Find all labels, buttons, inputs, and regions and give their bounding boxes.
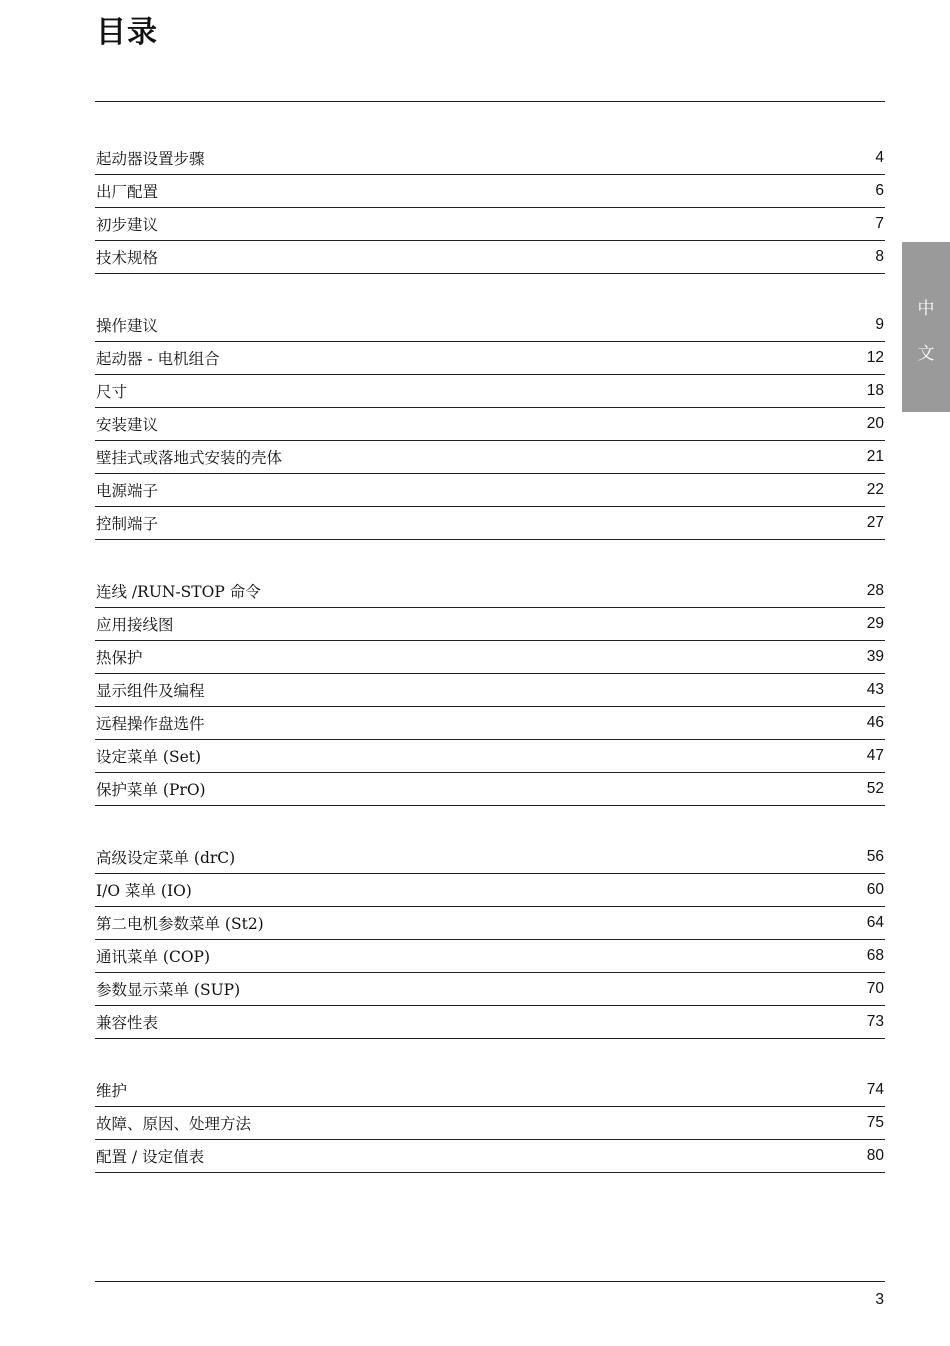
toc-entry-page: 68: [866, 947, 884, 964]
toc-group: [95, 1074, 885, 1173]
toc-entry[interactable]: [95, 375, 885, 408]
toc-entry[interactable]: [95, 1140, 885, 1173]
toc-entry-title: 高级设定菜单 (drC): [96, 849, 236, 867]
toc-entry[interactable]: [95, 575, 885, 608]
footer-rule: [95, 1281, 885, 1282]
toc-entry-title: 连线 /RUN-STOP 命令: [96, 583, 261, 601]
toc-entry-page: 75: [866, 1114, 884, 1131]
toc-entry[interactable]: [95, 408, 885, 441]
table-of-contents: [95, 142, 885, 1173]
toc-entry-page: 60: [866, 881, 884, 898]
toc-entry-page: 6: [875, 182, 884, 199]
language-tab: [902, 242, 950, 412]
toc-entry-page: 7: [875, 215, 884, 232]
toc-entry[interactable]: [95, 142, 885, 175]
toc-entry-title: 配置 / 设定值表: [96, 1148, 205, 1166]
toc-entry-title: 安装建议: [96, 416, 159, 434]
toc-entry[interactable]: [95, 973, 885, 1006]
toc-entry[interactable]: [95, 175, 885, 208]
language-tab-char-wen: 文: [917, 344, 935, 364]
toc-group: [95, 575, 885, 806]
toc-entry-title: 保护菜单 (PrO): [96, 781, 206, 799]
toc-entry-page: 28: [866, 582, 884, 599]
toc-entry-title: 起动器 - 电机组合: [96, 350, 220, 368]
toc-entry[interactable]: [95, 1006, 885, 1039]
toc-entry-page: 27: [866, 514, 884, 531]
toc-entry-page: 64: [866, 914, 884, 931]
toc-entry-title: 技术规格: [96, 249, 159, 267]
toc-entry-title: 远程操作盘选件: [96, 715, 205, 733]
toc-entry-title: 壁挂式或落地式安装的壳体: [96, 449, 283, 467]
toc-entry-title: 故障、原因、处理方法: [96, 1115, 252, 1133]
toc-entry-page: 29: [866, 615, 884, 632]
toc-entry-page: 12: [866, 349, 884, 366]
toc-entry-title: 通讯菜单 (COP): [96, 948, 211, 966]
page-number: 3: [875, 1291, 884, 1308]
toc-group: [95, 841, 885, 1039]
toc-entry[interactable]: [95, 608, 885, 641]
toc-entry[interactable]: [95, 1074, 885, 1107]
toc-entry[interactable]: [95, 740, 885, 773]
toc-entry-page: 9: [875, 316, 884, 333]
toc-entry-page: 52: [866, 780, 884, 797]
toc-entry-page: 21: [866, 448, 884, 465]
toc-entry-title: 初步建议: [96, 216, 159, 234]
toc-entry-page: 43: [866, 681, 884, 698]
toc-entry[interactable]: [95, 342, 885, 375]
title-rule: [95, 101, 885, 102]
toc-entry-page: 56: [866, 848, 884, 865]
toc-entry[interactable]: [95, 208, 885, 241]
toc-entry[interactable]: [95, 674, 885, 707]
toc-entry[interactable]: [95, 874, 885, 907]
toc-entry-page: 18: [866, 382, 884, 399]
toc-entry-page: 4: [875, 149, 884, 166]
toc-entry-title: 电源端子: [96, 482, 159, 500]
toc-entry-page: 8: [875, 248, 884, 265]
toc-entry-page: 22: [866, 481, 884, 498]
toc-entry[interactable]: [95, 474, 885, 507]
toc-entry-title: 应用接线图: [96, 616, 174, 634]
toc-entry-page: 70: [866, 980, 884, 997]
toc-entry-title: 热保护: [96, 649, 143, 667]
toc-entry-title: 参数显示菜单 (SUP): [96, 981, 241, 999]
toc-entry-title: I/O 菜单 (IO): [96, 882, 192, 900]
toc-entry-title: 操作建议: [96, 317, 159, 335]
toc-entry-title: 兼容性表: [96, 1014, 159, 1032]
toc-entry-page: 20: [866, 415, 884, 432]
language-tab-char-zhong: 中: [917, 299, 935, 319]
toc-entry[interactable]: [95, 309, 885, 342]
toc-group: [95, 309, 885, 540]
toc-entry[interactable]: [95, 1107, 885, 1140]
toc-entry[interactable]: [95, 441, 885, 474]
toc-entry[interactable]: [95, 940, 885, 973]
toc-entry-page: 73: [866, 1013, 884, 1030]
toc-entry-page: 80: [866, 1147, 884, 1164]
toc-entry-title: 控制端子: [96, 515, 159, 533]
toc-entry-title: 出厂配置: [96, 183, 159, 201]
toc-entry-page: 74: [866, 1081, 884, 1098]
toc-entry-page: 47: [866, 747, 884, 764]
toc-entry-page: 46: [866, 714, 884, 731]
toc-entry-title: 维护: [96, 1082, 128, 1100]
toc-entry[interactable]: [95, 707, 885, 740]
toc-entry[interactable]: [95, 241, 885, 274]
toc-entry-title: 第二电机参数菜单 (St2): [96, 915, 264, 933]
toc-entry-title: 尺寸: [96, 383, 128, 401]
toc-entry-page: 39: [866, 648, 884, 665]
toc-entry-title: 起动器设置步骤: [96, 150, 205, 168]
toc-entry[interactable]: [95, 641, 885, 674]
page-title: 目录: [96, 15, 158, 50]
toc-entry-title: 显示组件及编程: [96, 682, 205, 700]
toc-entry[interactable]: [95, 773, 885, 806]
toc-entry[interactable]: [95, 507, 885, 540]
toc-entry[interactable]: [95, 841, 885, 874]
toc-entry[interactable]: [95, 907, 885, 940]
toc-group: [95, 142, 885, 274]
toc-entry-title: 设定菜单 (Set): [96, 748, 202, 766]
